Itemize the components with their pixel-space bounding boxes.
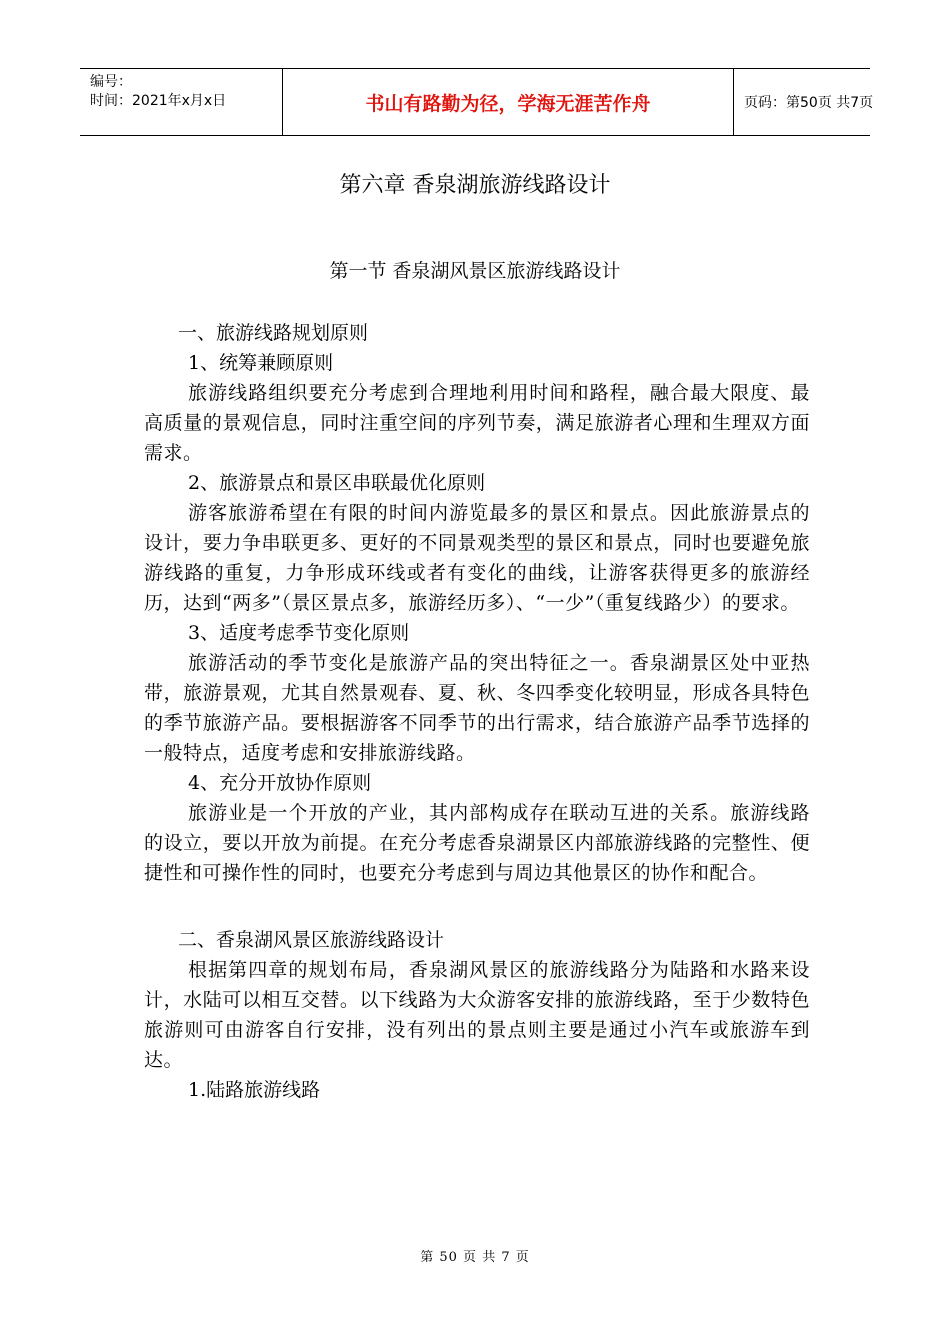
date-label: 时间：2021年x月x日 — [90, 93, 227, 109]
item2-title: 2、旅游景点和景区串联最优化原则 — [188, 472, 486, 494]
page-footer: 第 50 页 共 7 页 — [420, 1250, 530, 1265]
header-page-label: 页码：第50页 共7页 — [744, 95, 874, 111]
item3-text: 旅游活动的季节变化是旅游产品的突出特征之一。香泉湖景区处中亚热带，旅游景观，尤其自然景观春、夏、秋、冬四季变化较明显，形成各具特色的季节旅游产品。要根据游客不同季节的出行需求，结合旅游产品季节选择的一般特点，适度考虑和安排旅游线路。 — [144, 652, 810, 764]
route-design-text: 根据第四章的规划布局，香泉湖风景区的旅游线路分为陆路和水路来设计，水陆可以相互交替。以下线路为大众游客安排的旅游线路，至于少数特色旅游则可由游客自行安排，没有列出的景点则主要是通过小汽车或旅游车到达。 — [144, 959, 810, 1071]
item1-title: 1、统筹兼顾原则 — [188, 352, 334, 374]
item3-title: 3、适度考虑季节变化原则 — [188, 622, 410, 644]
item4-text: 旅游业是一个开放的产业，其内部构成存在联动互进的关系。旅游线路的设立，要以开放为前提。在充分考虑香泉湖景区内部旅游线路的完整性、便捷性和可操作性的同时，也要充分考虑到与周边其他景区的协作和配合。 — [144, 802, 810, 884]
header-motto: 书山有路勤为径，学海无涯苦作舟 — [282, 69, 734, 135]
land-route-title: 1.陆路旅游线路 — [188, 1079, 321, 1101]
heading-principles: 一、旅游线路规划原则 — [178, 322, 369, 344]
heading-route-design: 二、香泉湖风景区旅游线路设计 — [178, 929, 445, 951]
section-title: 第一节 香泉湖风景区旅游线路设计 — [329, 260, 621, 282]
item4-title: 4、充分开放协作原则 — [188, 772, 372, 794]
item1-text: 旅游线路组织要充分考虑到合理地利用时间和路程，融合最大限度、最高质量的景观信息，同时注重空间的序列节奏，满足旅游者心理和生理双方面需求。 — [144, 382, 810, 464]
header-table — [80, 68, 874, 136]
chapter-title: 第六章 香泉湖旅游线路设计 — [339, 173, 611, 198]
item2-text: 游客旅游希望在有限的时间内游览最多的景区和景点。因此旅游景点的设计，要力争串联更多、更好的不同景观类型的景区和景点，同时也要避免旅游线路的重复，力争形成环线或者有变化的曲线，让游客获得更多的旅游经历，达到“两多”（景区景点多，旅游经历多）、“一少”（重复线路少）的要求。 — [144, 502, 810, 614]
spacer — [144, 888, 810, 925]
header-meta — [80, 69, 282, 135]
number-label: 编号： — [90, 74, 132, 90]
document-body — [144, 318, 810, 1105]
